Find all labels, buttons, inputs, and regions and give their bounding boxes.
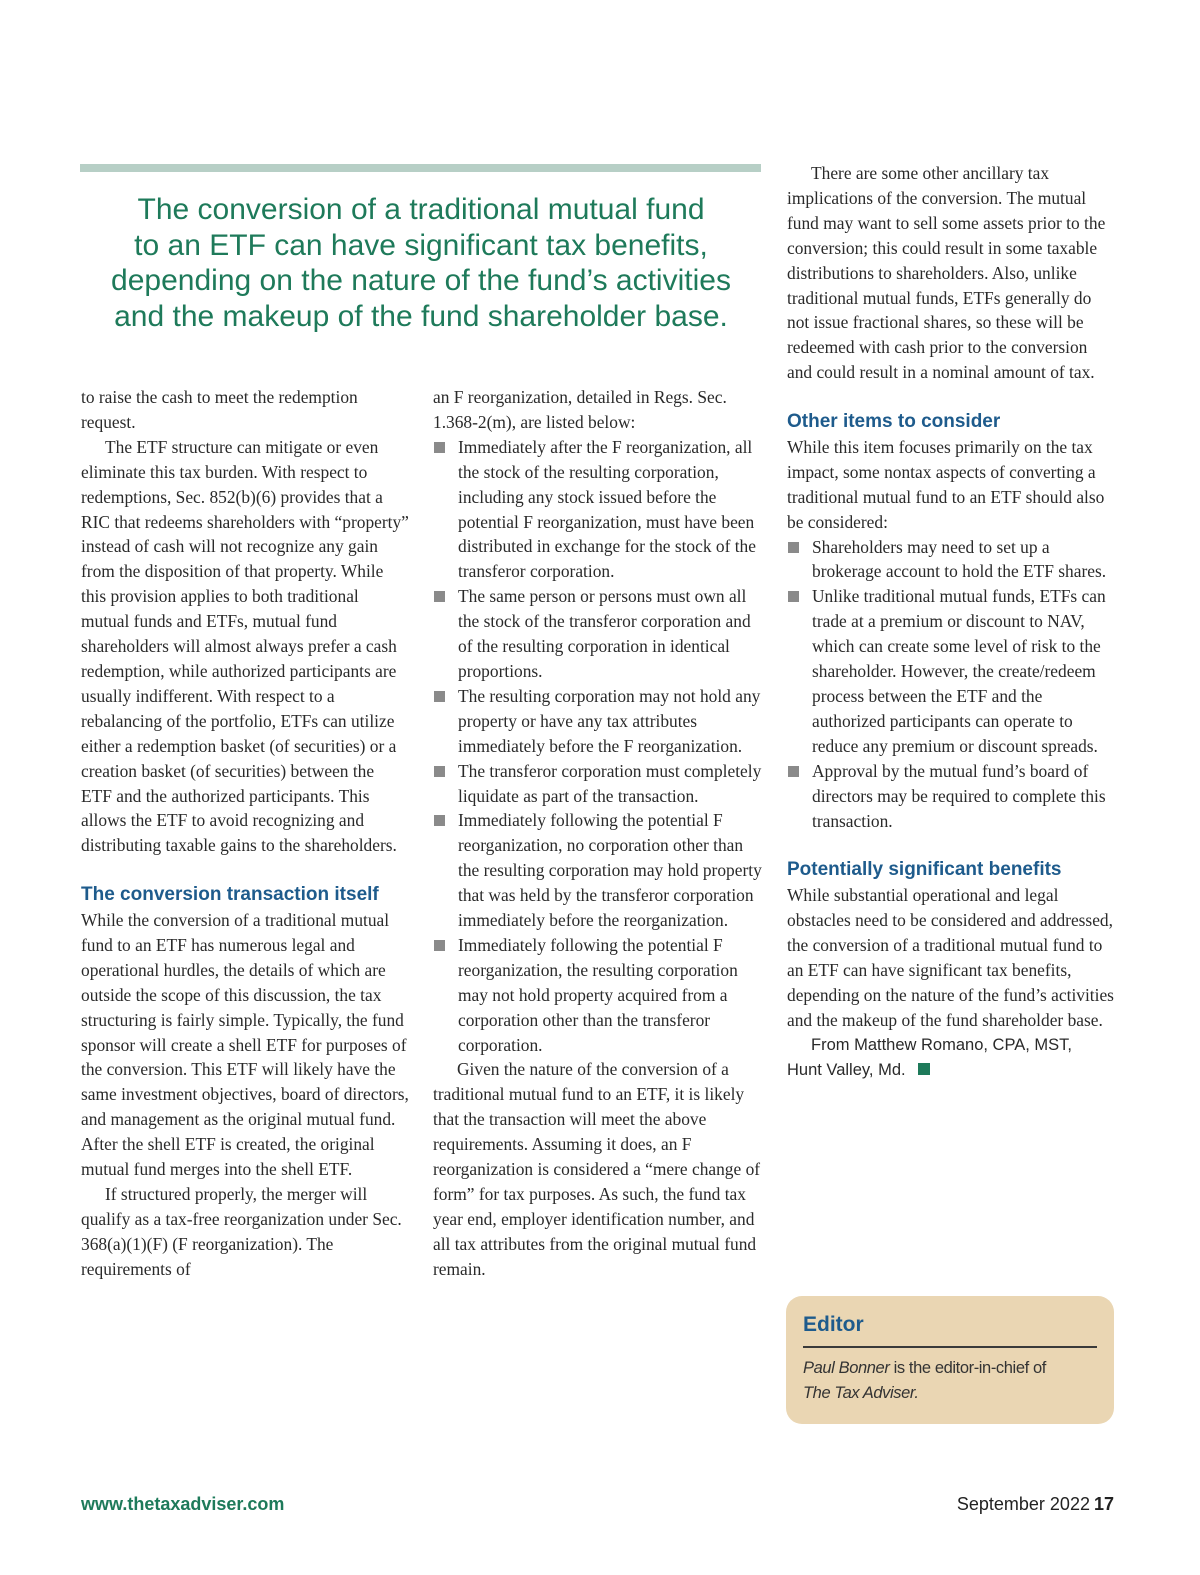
list-item (433, 933, 763, 1058)
body-paragraph: to raise the cash to meet the redemption request. (81, 387, 358, 432)
square-bullet-icon (434, 766, 445, 777)
spacer (787, 833, 1115, 858)
list-item (787, 535, 1115, 585)
editor-box-text (803, 1356, 1097, 1406)
section-heading: The conversion transaction itself (81, 884, 379, 906)
square-bullet-icon (788, 591, 799, 602)
byline-location: Hunt Valley, Md. (787, 1060, 906, 1079)
editor-name: Paul Bonner (803, 1359, 890, 1377)
list-item (787, 759, 1115, 834)
pull-quote-line: to an ETF can have significant tax benefits, (134, 228, 708, 262)
body-paragraph: There are some other ancillary tax implications of the conversion. The mutual fund may want to sell some assets prior to the conversion; this could result in some taxable distributions to shareholders. Also, unlike traditional mutual funds, ETFs generally do not issue fractional shares, so these will be redeemed with cash prior to the conversion and could result in a nominal amount of tax. (787, 163, 1106, 383)
section-heading: Potentially significant benefits (787, 859, 1062, 881)
body-paragraph: The ETF structure can mitigate or even eliminate this tax burden. With respect to redemptions, Sec. 852(b)(6) provides that a RIC that redeems shareholders with “property” instead of cash will not recognize any gain from the disposition of that property. While this provision applies to both traditional mutual funds and ETFs, mutual fund shareholders will almost always prefer a cash redemption, while authorized participants are usually indifferent. With respect to a rebalancing of the portfolio, ETFs can utilize either a redemption basket (of securities) or a creation basket (of securities) between the ETF and the authorized participants. This allows the ETF to avoid recognizing and distributing taxable gains to the shareholders. (81, 436, 409, 856)
list-item-text: Immediately following the potential F reorganization, no corporation other than the resulting corporation may hold property that was held by the transferor corporation immediately before the reorganization. (458, 810, 762, 931)
list-item (433, 808, 763, 933)
editor-box (786, 1296, 1114, 1424)
column-left (81, 385, 409, 1282)
editor-box-title: Editor (803, 1310, 1097, 1348)
section-heading: Other items to consider (787, 411, 1001, 433)
list-item-text: The transferor corporation must completely liquidate as part of the transaction. (458, 760, 762, 806)
byline-location-row (787, 1058, 1115, 1083)
list-item-text: Unlike traditional mutual funds, ETFs can trade at a premium or discount to NAV, which can create some level of risk to the shareholder. However, the create/redeem process between the ETF and the authorized participants can operate to reduce any premium or discount spreads. (812, 586, 1106, 756)
list-item (787, 584, 1115, 758)
footer-date: September 2022 (956, 1494, 1090, 1514)
list-item-text: Immediately after the F reorganization, all the stock of the resulting corporation, including any stock issued before the potential F reorganization, must have been distributed in exchange for the stock of the transferor corporation. (458, 436, 756, 582)
editor-role: is the editor-in-chief of (889, 1359, 1046, 1377)
square-bullet-icon (434, 940, 445, 951)
square-bullet-icon (434, 591, 445, 602)
pull-quote-line: and the makeup of the fund shareholder base. (114, 299, 728, 333)
square-bullet-icon (434, 815, 445, 826)
body-paragraph: If structured properly, the merger will qualify as a tax-free reorganization under Sec. 368(a)(1)(F) (F reorganization). The requirements of (81, 1183, 402, 1279)
requirements-list (433, 435, 763, 1058)
list-item (433, 584, 763, 684)
list-item (433, 759, 763, 809)
list-item-text: Immediately following the potential F reorganization, the resulting corporation may not hold property acquired from a corporation other than the transferor corporation. (458, 934, 738, 1055)
author-byline (787, 1033, 1115, 1083)
body-paragraph: an F reorganization, detailed in Regs. Sec. 1.368-2(m), are listed below: (433, 387, 727, 432)
body-paragraph: While substantial operational and legal obstacles need to be considered and addressed, the conversion of a traditional mutual fund to an ETF can have significant tax benefits, depending on the nature of the fund’s activities and the makeup of the fund shareholder base. (787, 885, 1114, 1030)
footer-url: www.thetaxadviser.com (81, 1494, 285, 1514)
spacer (81, 858, 409, 883)
top-rule-bar (80, 164, 761, 172)
editor-publication: The Tax Adviser. (803, 1384, 919, 1402)
column-middle (433, 385, 763, 1282)
list-item (433, 684, 763, 759)
square-bullet-icon (434, 442, 445, 453)
square-bullet-icon (788, 766, 799, 777)
footer-issue (957, 1494, 1114, 1515)
pull-quote (80, 192, 762, 334)
list-item-text: Approval by the mutual fund’s board of directors may be required to complete this transaction. (812, 760, 1106, 831)
spacer (787, 385, 1115, 410)
list-item (433, 435, 763, 584)
square-bullet-icon (434, 691, 445, 702)
end-mark-icon (918, 1063, 930, 1075)
square-bullet-icon (788, 542, 799, 553)
page-number: 17 (1093, 1494, 1114, 1514)
body-paragraph: Given the nature of the conversion of a traditional mutual fund to an ETF, it is likely that the transaction will meet the above requirements. Assuming it does, an F reorganization is considered a “mere change of form” for tax purposes. As such, the fund tax year end, employer identification number, and all tax attributes from the original mutual fund remain. (433, 1059, 761, 1279)
body-paragraph: While the conversion of a traditional mutual fund to an ETF has numerous legal and operational hurdles, the details of which are outside the scope of this discussion, the tax structuring is fairly simple. Typically, the fund sponsor will create a shell ETF for purposes of the conversion. This ETF will likely have the same investment objectives, board of directors, and management as the original mutual fund. After the shell ETF is created, the original mutual fund merges into the shell ETF. (81, 910, 409, 1180)
pull-quote-line: depending on the nature of the fund’s activities (111, 264, 731, 297)
list-item-text: Shareholders may need to set up a brokerage account to hold the ETF shares. (812, 536, 1107, 582)
list-item-text: The resulting corporation may not hold any property or have any tax attributes immediately before the F reorganization. (458, 685, 761, 756)
byline-author: From Matthew Romano, CPA, MST, (811, 1035, 1073, 1054)
nontax-aspects-list (787, 535, 1115, 834)
column-right (787, 161, 1115, 1083)
pull-quote-line: The conversion of a traditional mutual fund (137, 193, 705, 226)
body-paragraph: While this item focuses primarily on the tax impact, some nontax aspects of converting a traditional mutual fund to an ETF should also be considered: (787, 436, 1105, 532)
list-item-text: The same person or persons must own all the stock of the transferor corporation and of the resulting corporation in identical proportions. (458, 586, 751, 681)
